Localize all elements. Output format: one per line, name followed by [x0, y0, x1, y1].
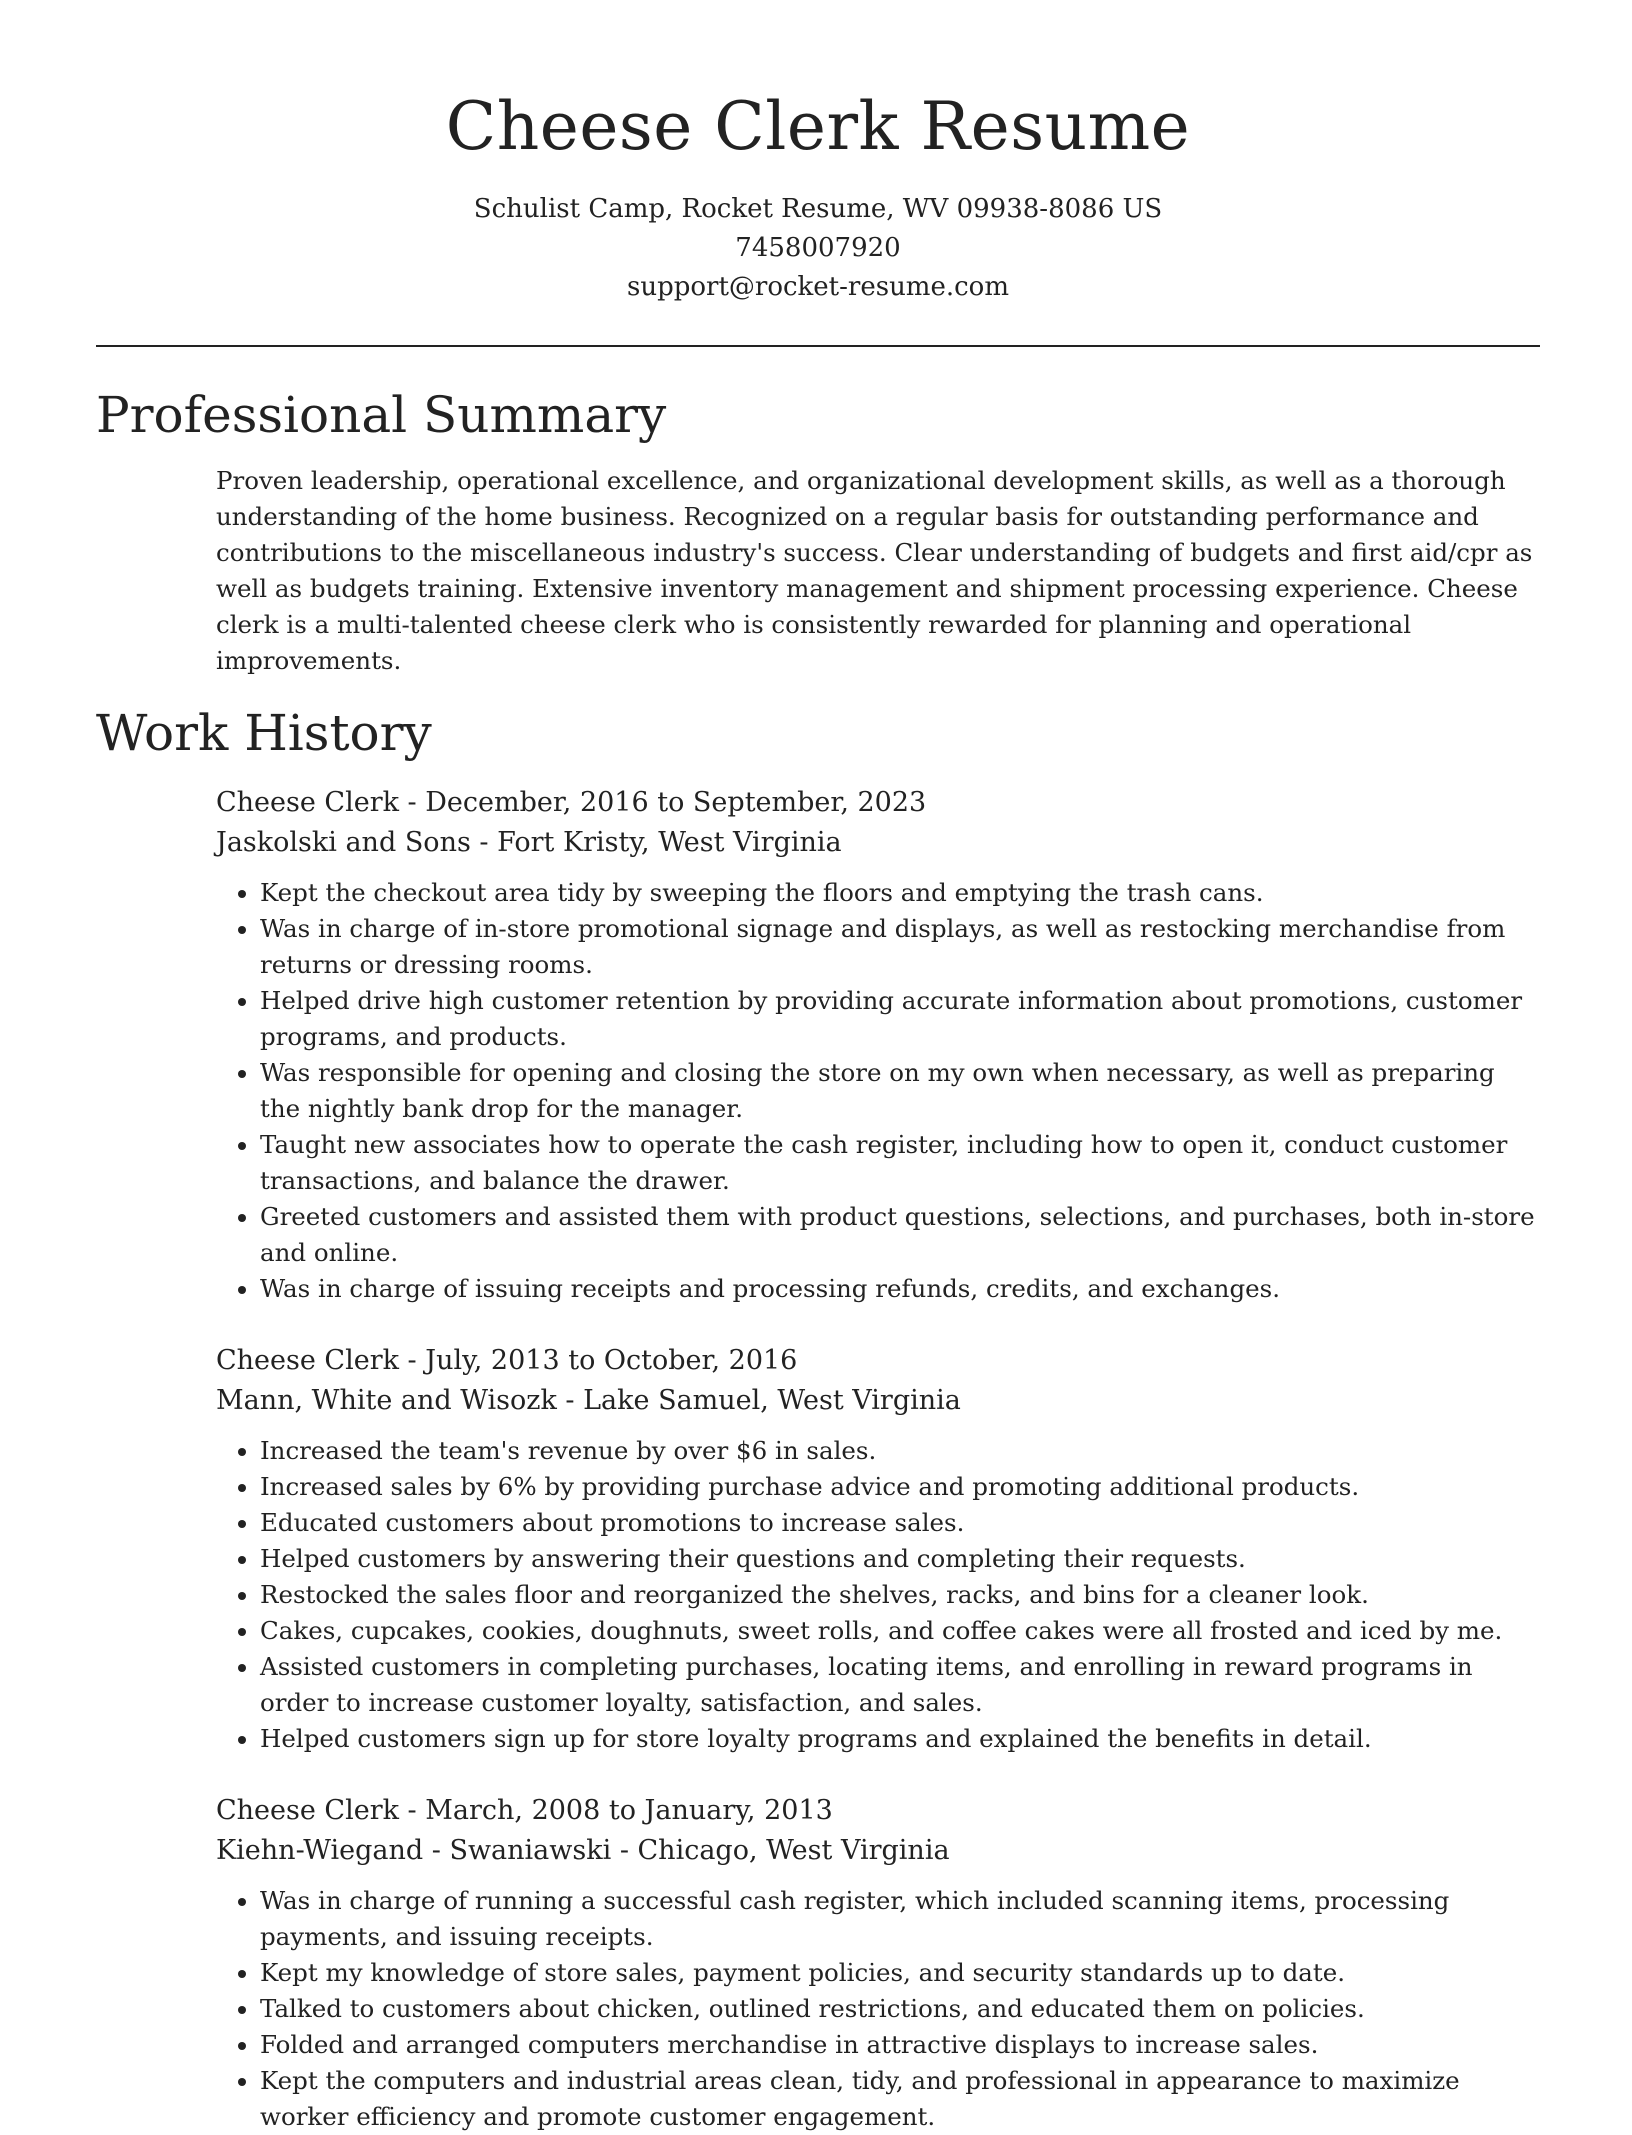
job-bullet: • Was in charge of issuing receipts and processing refunds, credits, and exchanges. — [260, 1271, 1540, 1307]
section-title-work-history: Work History — [96, 704, 432, 762]
resume-title: Cheese Clerk Resume — [445, 88, 1191, 165]
job-bullet: • Greeted customers and assisted them with product questions, selections, and purchases, both in-store and online. — [260, 1199, 1540, 1271]
job-bullet: • Was in charge of running a successful cash register, which included scanning items, processing payments, and issuing receipts. — [260, 1883, 1540, 1955]
job-bullet: • Restocked the sales floor and reorganized the shelves, racks, and bins for a cleaner look. — [260, 1577, 1540, 1613]
job-bullet: • Was in charge of in-store promotional signage and displays, as well as restocking merchandise from returns or dressing rooms. — [260, 911, 1540, 983]
job-company-location: Mann, White and Wisozk - Lake Samuel, West Virginia — [216, 1385, 961, 1416]
job-bullet: • Increased sales by 6% by providing purchase advice and promoting additional products. — [260, 1469, 1540, 1505]
contact-address: Schulist Camp, Rocket Resume, WV 09938-8086 US — [473, 194, 1163, 224]
job-bullet-list — [216, 1883, 1540, 2135]
section-title-summary: Professional Summary — [96, 386, 667, 444]
job-bullet-list — [216, 1433, 1540, 1757]
job-bullet: • Increased the team's revenue by over $6 in sales. — [260, 1433, 1540, 1469]
job-bullet: • Educated customers about promotions to increase sales. — [260, 1505, 1540, 1541]
job-role-dates: Cheese Clerk - December, 2016 to September, 2023 — [216, 787, 927, 818]
job-entry — [216, 1341, 1540, 1757]
job-role-dates: Cheese Clerk - July, 2013 to October, 2016 — [216, 1345, 798, 1376]
job-bullet: • Assisted customers in completing purchases, locating items, and enrolling in reward programs in order to increase customer loyalty, satisfaction, and sales. — [260, 1649, 1540, 1721]
job-bullet-list — [216, 875, 1540, 1307]
contact-phone: 7458007920 — [735, 233, 901, 263]
job-bullet: • Folded and arranged computers merchandise in attractive displays to increase sales. — [260, 2027, 1540, 2063]
contact-email: support@rocket-resume.com — [626, 272, 1009, 302]
resume-header — [96, 0, 1540, 307]
summary-text: Proven leadership, operational excellence, and organizational development skills, as well as a thorough understanding of the home business. Recognized on a regular basis for outstanding performance and contributions to the miscellaneous industry's success. Clear understanding of budgets and first aid/cpr as well as budgets training. Extensive inventory management and shipment processing experience. Cheese clerk is a multi-talented cheese clerk who is consistently rewarded for planning and operational improvements. — [216, 466, 1533, 675]
job-bullet: • Talked to customers about chicken, outlined restrictions, and educated them on policies. — [260, 1991, 1540, 2027]
resume-page — [96, 0, 1540, 2135]
job-bullet: • Kept my knowledge of store sales, payment policies, and security standards up to date. — [260, 1955, 1540, 1991]
job-bullet: • Taught new associates how to operate the cash register, including how to open it, conduct customer transactions, and balance the drawer. — [260, 1127, 1540, 1199]
job-bullet: • Helped drive high customer retention by providing accurate information about promotions, customer programs, and products. — [260, 983, 1540, 1055]
job-bullet: • Cakes, cupcakes, cookies, doughnuts, sweet rolls, and coffee cakes were all frosted and iced by me. — [260, 1613, 1540, 1649]
job-entry — [216, 1791, 1540, 2135]
job-company-location: Jaskolski and Sons - Fort Kristy, West Virginia — [216, 827, 842, 858]
job-entry — [216, 783, 1540, 1307]
job-bullet: • Helped customers by answering their questions and completing their requests. — [260, 1541, 1540, 1577]
header-divider — [96, 345, 1540, 347]
job-company-location: Kiehn-Wiegand - Swaniawski - Chicago, West Virginia — [216, 1835, 950, 1866]
job-bullet: • Kept the computers and industrial areas clean, tidy, and professional in appearance to maximize worker efficiency and promote customer engagement. — [260, 2063, 1540, 2135]
job-role-dates: Cheese Clerk - March, 2008 to January, 2013 — [216, 1795, 833, 1826]
job-bullet: • Kept the checkout area tidy by sweeping the floors and emptying the trash cans. — [260, 875, 1540, 911]
job-bullet: • Was responsible for opening and closing the store on my own when necessary, as well as preparing the nightly bank drop for the manager. — [260, 1055, 1540, 1127]
contact-info — [96, 190, 1540, 307]
job-bullet: • Helped customers sign up for store loyalty programs and explained the benefits in detail. — [260, 1721, 1540, 1757]
